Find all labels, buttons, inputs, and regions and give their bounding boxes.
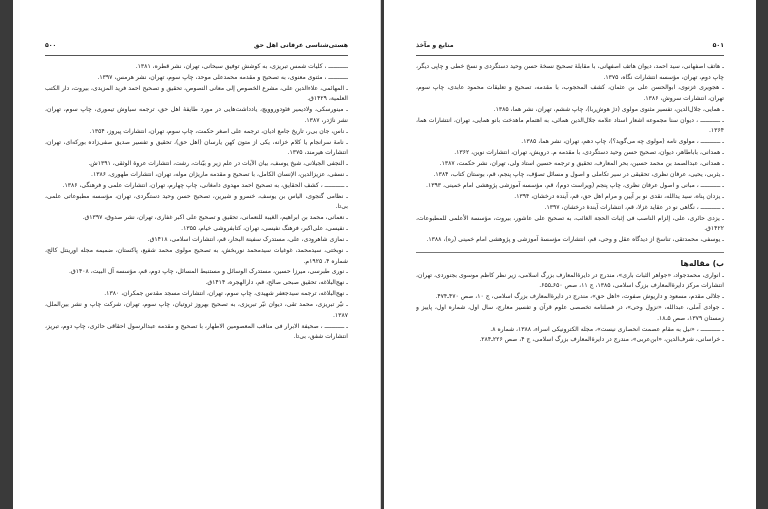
bibliography-entry: ـ یثربی، یحیی، عرفان نظری، تحقیقی در سیر تکاملی و اصول و مسائل تصوّف، چاپ پنجم، قم، بوستان کتاب، ۱۳۸۴. (433, 171, 724, 179)
bibliography-entry: ـ ـــــــــــ ، نگاهی نو در عقاید غزلا، قم، انتشارات آیندهٔ درخشان، ۱۳۹۷. (544, 203, 724, 211)
bibliography-entry: ـ مینورسکی، ولادیمیر فئودوروویچ، یادداشت‌هایی در مورد طایفهٔ اهل حق، ترجمه سیاوش تیموری، چاپ سوم، تهران، نشر ناژدر، ۱۳۸۷. (45, 106, 348, 124)
left-page (13, 0, 381, 509)
header-divider (416, 55, 724, 56)
running-title: هستی‌شناسی عرفانی اهل حق (253, 42, 348, 49)
bibliography-entry: ـ ـــــــــــ ، دیوان سنا مجموعه اشعار استاد علامه جلال‌الدین همائی، به اهتمام ماهدخت بانو همایی، تهران، انتشارات هما، ۱۳۶۴. (416, 116, 724, 135)
bibliography-entry: ـ هجویری غزنوی، ابوالحسن علی بن عثمان، کشف المحجوب، با مقدمه، تصحیح و تعلیقات محمود عابدی، چاپ سوم، تهران، انتشارات سروش، ۱۳۸۶. (416, 84, 724, 103)
bibliography-entry: ـ همایی، جلال‌الدین، تفسیر مثنوی مولوی (دژ هوش‌ربا)، چاپ ششم، تهران، نشر هما، ۱۳۸۵. (493, 105, 724, 113)
bibliography-list (416, 62, 724, 459)
bibliography-entry: ـ ناس، جان بی‌ر، تاریخ جامع ادیان، ترجمه علی اصغر حکمت، چاپ سوم، تهران، انتشارات پیروز، ۱۳۵۴. (89, 127, 348, 135)
bibliography-entry: ـ همدانی، باباطاهر، دیوان، تصحیح حسن وحید دستگردی، با مقدمه م. درویش، تهران، انتشارات نوین، ۱۳۶۲. (454, 149, 724, 157)
page-number: ۵۰۰ (45, 42, 57, 49)
bibliography-entry: ـ النجفی الجیلانی، شیخ یوسف، بیان الآیات در علم زیر و بیّنات، رشت، انتشارات عروة الوثقی، ۱۳۹۱ش. (88, 160, 348, 168)
bibliography-entry: ـ نوبختی، سیدمحمد، غوغیات سیدمحمد نوربخش، به تصحیح مولوی محمد شفیع، پاکستان، ضمیمه مجله اورینتل کالج، شماره ۴، ۱۹۲۵م. (45, 246, 348, 265)
bibliography-entry: ـ نظامی گنجوی، الیاس بن یوسف، خسرو و شیرین، تصحیح حسن وحید دستگردی، تهران، مؤسسه مطبوعاتی علمی، بی‌تا. (45, 192, 348, 211)
header-divider (45, 55, 348, 56)
bibliography-entry: ـ جلالی مقدم، مسعود و داریوش صفوت، «اهل حق»، مندرج در دایرةالمعارف بزرگ اسلامی، ج ۱۰، صص ۴۷۰ـ۴۷۴. (435, 293, 724, 301)
bibliography-entry: ـ نهج‌البلاغه، ترجمه سیدجعفر شهیدی، چاپ سوم، تهران، انتشارات مسجد مقدس جمکران، ۱۳۸۰. (104, 290, 348, 298)
bibliography-entry: ـ انواری، محمدجواد، «جواهر الثبات باری»، مندرج در دایرةالمعارف بزرگ اسلامی، زیر نظر کاظم موسوی بجنوردی، تهران، انتشارات مرکز دایرةالمعارف بزرگ اسلامی، ۱۳۸۵، ج ۱۱، صص ۶۵۰ـ۶۵۵. (416, 271, 724, 290)
page-number: ۵۰۱ (712, 42, 724, 49)
books-section (416, 62, 724, 246)
bibliography-list (45, 62, 348, 459)
bibliography-entry: ـ نوری طبرسی، میرزا حسین، مستدرک الوسائل و مستنبط المسائل، چاپ دوم، قم، مؤسسه آل البیت، ۱۴۰۸ق. (69, 268, 348, 276)
right-page (384, 0, 756, 509)
bibliography-entry: ـ هاتف اصفهانی، سید احمد، دیوان هاتف اصفهانی، با مقابلهٔ تصحیح نسخهٔ حسن وحید دستگردی و نسخ خطی و چاپی دیگر، چاپ دوم، تهران، مؤسسه انتشارات نگاه، ۱۳۷۵. (416, 63, 724, 81)
page-header (45, 42, 348, 56)
bibliography-entry: ـ خراسانی، شرف‌الدین، «ابن‌عربی»، مندرج در دایرةالمعارف بزرگ اسلامی، ج ۴، صص ۲۲۶ـ۲۸۴. (479, 336, 724, 344)
bibliography-entry: ـ نعمانی، محمد بن ابراهیم، الغیبة للنعمانی، تحقیق و تصحیح علی اکبر غفاری، تهران، نشر صدوق، ۱۳۹۷ق. (82, 214, 348, 222)
bibliography-entry: ـــــــــــ ، کلیات شمس تبریزی، به کوشش توفیق سبحانی، تهران، نشر قطره، ۱۳۸۱. (135, 63, 348, 70)
bibliography-entry: ـ ـــــــــــ ، «نیل به مقام عصمت انحصاری نیست»، مجله الکترونیکی اسراء، ۱۳۸۸، شماره ۸. (490, 325, 724, 333)
bibliography-entry: ـ نامهٔ سرانجام یا کلام خزانه، یکی از متون کهن یارسان (اهل حق)، تحقیق و تفسیر صدیق صفی‌زاده بورکه‌ای، تهران، انتشارات هیرمند، ۱۳۷۵. (45, 138, 348, 157)
bibliography-entry: ـ ـــــــــــ ، کشف الحقایق، به تصحیح احمد مهدوی دامغانی، چاپ چهارم، تهران، انتشارات علمی و فرهنگی، ۱۳۸۶. (62, 181, 348, 189)
bibliography-entry: ـ جوادی آملی، عبدالله، «نزول وحی»، در فصلنامه تخصصی علوم قرآن و تفسیر معارج، سال اول، شماره اول، پاییز و زمستان ۱۳۷۹، صص ۵ـ۱۸. (416, 304, 724, 322)
bibliography-entry: ـ همدانی، عبدالصمد بن محمد حسین، بحر المعارف، تحقیق و ترجمه حسین استاد ولی، تهران، نشر حکمت، ۱۳۸۷. (439, 160, 724, 168)
bibliography-entry: ـ یزدی حائری، علی، إلزام الناصب فی إثبات الحجة الغائب، به تصحیح علی عاشور، بیروت، مؤسسة الأعلمی للمطبوعات، ۱۴۲۲ق. (416, 214, 724, 233)
running-title: منابع و مآخذ (416, 42, 454, 49)
bibliography-entry: ـ نهج‌البلاغه، تحقیق صبحی صالح، قم، دارالهجره، ۱۴۱۴ق. (205, 279, 348, 287)
page-header (416, 42, 724, 56)
bibliography-entry: ـ یزدان پناه، سید یدالله، نقدی نو بر آیین و مرام اهل حق، قم، آینده درخشان، ۱۳۹۴. (514, 192, 724, 200)
bibliography-entry: ـ المهائمی، علاءالدین علی، مشرع الخصوص إلی معانی النصوص، تحقیق و تصحیح احمد فرید المزیدی، بیروت، دار الکتب العلمیة، ۱۴۲۹ق. (45, 84, 348, 103)
bibliography-entry: ـ یوسفی، محمدتقی، تناسخ از دیدگاه عقل و وحی، قم، انتشارات مؤسسهٔ آموزشی و پژوهشی امام خمینی (ره)، ۱۳۸۸. (426, 236, 724, 244)
section-heading-articles: ب) مقاله‌ها (416, 252, 724, 268)
articles-section (416, 271, 724, 346)
bibliography-entry: ـ ـــــــــــ ، مولوی نامه (مولوی چه می‌گوید؟)، چاپ دهم، تهران، نشر هما، ۱۳۸۵. (521, 138, 724, 146)
bibliography-entry: ـ نسفی، عزیزالدین، الإنسان الکامل، با تصحیح و مقدمه ماریژان موله، تهران، انتشارات طهوری، ۱۳۸۶. (91, 171, 348, 179)
bibliography-entry: ـ ـــــــــــ ، مبانی و اصول عرفان نظری، چاپ پنجم (ویراست دوم)، قم، مؤسسه آموزشی پژوهشی امام خمینی، ۱۳۹۳. (426, 181, 724, 189)
bibliography-entry: ـ نفیسی، علی‌اکبر، فرهنگ نفیسی، تهران، کتابفروشی خیام، ۱۳۵۵. (181, 225, 348, 233)
bibliography-entry: ـ ـــــــــــ ، صحیفة الابرار فی مناقب المعصومین الاطهار، با تصحیح و مقدمه عبدالرسول احقاقی حائری، چاپ دوم، تبریز، انتشارات شفق، بی‌تا. (45, 322, 348, 341)
bibliography-entry: ـ نمازی شاهرودی، علی، مستدرک سفینة البحار، قم، انتشارات اسلامی، ۱۴۱۸ق. (147, 236, 348, 244)
bibliography-entry: ـ نیّر تبریزی، محمد تقی، دیوان نیّر تبریزی، به تصحیح بهروز ثروتیان، چاپ سوم، تهران، شرکت چاپ و نشر بین‌الملل، ۱۳۸۷. (45, 301, 348, 319)
bibliography-entry: ـــــــــــ ، مثنوی معنوی، به تصحیح و مقدمه محمدعلی موحد، چاپ سوم، تهران، نشر هرمس، ۱۳۹۷. (97, 73, 348, 81)
